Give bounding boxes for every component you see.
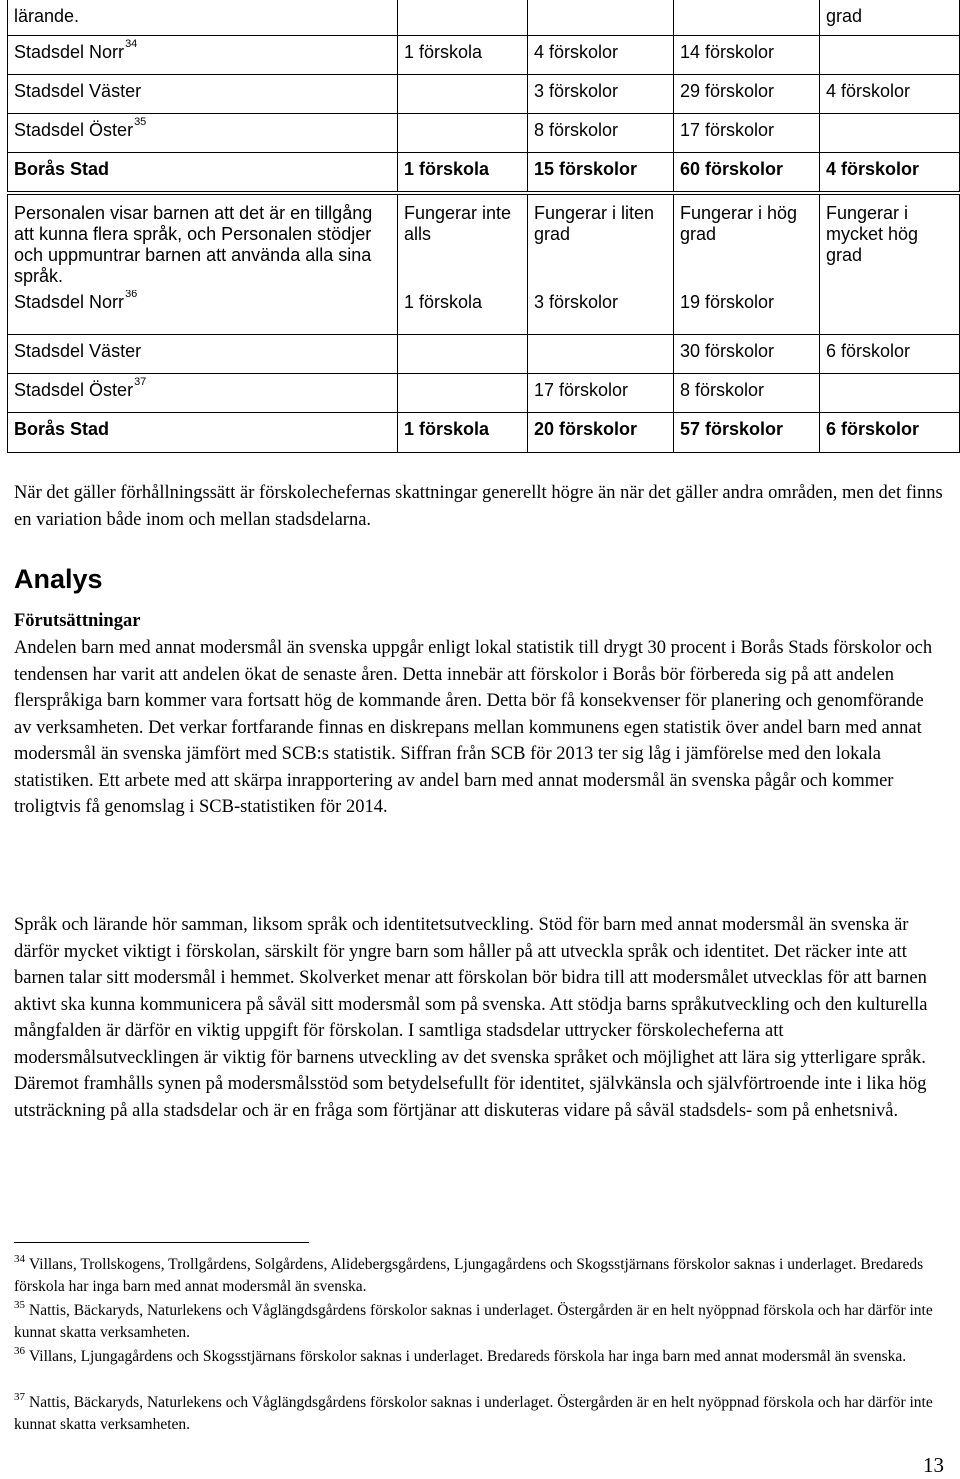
- row-label: Borås Stad: [8, 413, 398, 453]
- cell: 20 förskolor: [528, 413, 674, 453]
- column-header: Fungerar inte alls: [398, 195, 528, 290]
- footnote: [14, 1254, 944, 1298]
- paragraph-1: Andelen barn med annat modersmål än svenska uppgår enligt lokal statistik till drygt 30 procent i Borås Stads förskolor och tendensen har varit att andelen ökat de senaste åren. Detta innebär att förskolor i Borås bör förbereda sig på att andelen flerspråkiga barn kommer vara fortsatt hög de kommande åren. Detta bör få konsekvenser för planering och genomförande av verksamheten. Det verkar fortfarande finnas en diskrepans mellan kommunens egen statistik över andel barn med annat modersmål än svenska jämfört med SCB:s statistik. Siffran från SCB för 2013 ter sig låg i jämförelse med den lokala statistiken. Ett arbete med att skärpa inrapportering av andel barn med annat modersmål än svenska pågår och kommer troligtvis få genomslag i SCB-statistiken för 2014.: [14, 638, 933, 817]
- cell: 30 förskolor: [674, 335, 820, 374]
- footnote-text: Villans, Ljungagårdens och Skogsstjärnans förskolor saknas i underlaget. Bredareds förskola har inga barn med annat modersmål än svenska.: [29, 1348, 907, 1365]
- cell: [398, 74, 528, 113]
- row-label: Borås Stad: [8, 152, 398, 191]
- cell: [820, 290, 960, 335]
- cell: [820, 35, 960, 74]
- cell: 4 förskolor: [820, 74, 960, 113]
- cell: 1 förskola: [398, 152, 528, 191]
- footnote-text: Nattis, Bäckaryds, Naturlekens och Våglängdsgårdens förskolor saknas i underlaget. Östergården är en helt nyöppnad förskola och har därför inte kunnat skatta verksamheten.: [14, 1394, 933, 1433]
- cell: [398, 335, 528, 374]
- cell: 15 förskolor: [528, 152, 674, 191]
- cell: [398, 113, 528, 152]
- table1-question-fragment: lärande.: [8, 0, 398, 35]
- column-header: Fungerar i liten grad: [528, 195, 674, 290]
- subheading: Förutsättningar: [14, 611, 141, 631]
- cell: [398, 374, 528, 413]
- footnote-ref: 34: [125, 37, 138, 50]
- row-label: Stadsdel Norr: [14, 41, 125, 62]
- cell: 8 förskolor: [528, 113, 674, 152]
- cell: 1 förskola: [398, 35, 528, 74]
- cell: 60 förskolor: [674, 152, 820, 191]
- footnote-number: 35: [14, 1299, 25, 1311]
- page-number: 13: [923, 1453, 944, 1477]
- row-label: Stadsdel Norr: [14, 291, 125, 312]
- cell: 8 förskolor: [674, 374, 820, 413]
- table1-header-last: grad: [820, 0, 960, 35]
- table-row: [8, 35, 960, 74]
- row-label: Stadsdel Öster: [14, 380, 134, 400]
- cell: 3 förskolor: [528, 290, 674, 335]
- table-row: [8, 74, 960, 113]
- footnote-number: 34: [14, 1253, 25, 1265]
- cell: [820, 374, 960, 413]
- results-table-2: [7, 194, 960, 453]
- footnote: [14, 1392, 944, 1436]
- footnote-number: 36: [14, 1345, 25, 1357]
- cell: [528, 335, 674, 374]
- table-row-total: [8, 413, 960, 453]
- cell: 57 förskolor: [674, 413, 820, 453]
- cell: [820, 113, 960, 152]
- section-heading: Analys: [14, 564, 103, 594]
- table-row: [8, 374, 960, 413]
- table2-question: Personalen visar barnen att det är en tillgång att kunna flera språk, och Personalen stödjer och uppmuntrar barnen att använda alla sina språk.: [8, 195, 398, 290]
- cell: 6 förskolor: [820, 413, 960, 453]
- cell: 14 förskolor: [674, 35, 820, 74]
- cell: 6 förskolor: [820, 335, 960, 374]
- footnote-ref: 35: [134, 115, 147, 128]
- table-row: [8, 335, 960, 374]
- table1-header-row: [8, 0, 960, 35]
- cell: 1 förskola: [398, 290, 528, 335]
- cell: 17 förskolor: [674, 113, 820, 152]
- footnote-text: Nattis, Bäckaryds, Naturlekens och Våglängdsgårdens förskolor saknas i underlaget. Östergården är en helt nyöppnad förskola och har därför inte kunnat skatta verksamheten.: [14, 1302, 933, 1341]
- cell: 1 förskola: [398, 413, 528, 453]
- footnote-ref: 37: [134, 376, 147, 388]
- cell: 4 förskolor: [820, 152, 960, 191]
- results-table-1: [7, 0, 960, 192]
- cell: 17 förskolor: [528, 374, 674, 413]
- table-row: [8, 290, 960, 335]
- column-header: Fungerar i mycket hög grad: [820, 195, 960, 290]
- footnote-text: Villans, Trollskogens, Trollgårdens, Solgårdens, Alidebergsgårdens, Ljungagårdens och Skogsstjärnans förskolor saknas i underlaget. Bredareds förskola har inga barn med annat modersmål än svenska.: [14, 1256, 924, 1295]
- footnote-separator: [14, 1242, 309, 1243]
- footnote: [14, 1346, 944, 1368]
- table-row-total: [8, 152, 960, 191]
- cell: 4 förskolor: [528, 35, 674, 74]
- paragraph-2: Språk och lärande hör samman, liksom språk och identitetsutveckling. Stöd för barn med annat modersmål än svenska är därför mycket viktigt i förskolan, särskilt för yngre barn som håller på att utveckla språk och identitet. Det räcker inte att barnen talar sitt modersmål i hemmet. Skolverket menar att förskolan bör bidra till att modersmålet utvecklas för att barnen aktivt ska kunna kommunicera på såväl sitt modersmål som på svenska. Att stödja barns språkutveckling och den kulturella mångfalden är därför en viktig uppgift för förskolan. I samtliga stadsdelar uttrycker förskolecheferna att modersmålsutvecklingen är viktig för barnens utveckling av det svenska språket och möjlighet att lära sig ytterligare språk. Däremot framhålls synen på modersmålsstöd som betydelsefullt för identitet, självkänsla och självförtroende inte i lika hög utsträckning på alla stadsdelar och är en fråga som förtjänar att diskuteras vidare på såväl stadsdels- som på enhetsnivå.: [14, 915, 928, 1121]
- row-label: Stadsdel Väster: [14, 341, 142, 361]
- cell: 29 förskolor: [674, 74, 820, 113]
- row-label: Stadsdel Öster: [14, 119, 134, 140]
- footnote-number: 37: [14, 1391, 25, 1403]
- table2-header-row: [8, 195, 960, 290]
- intro-paragraph: När det gäller förhållningssätt är förskolechefernas skattningar generellt högre än när det gäller andra områden, men det finns en variation både inom och mellan stadsdelarna.: [14, 483, 943, 530]
- table-row: [8, 113, 960, 152]
- footnote: [14, 1300, 944, 1344]
- footnote-ref: 36: [125, 289, 138, 300]
- column-header: Fungerar i hög grad: [674, 195, 820, 290]
- row-label: Stadsdel Väster: [14, 80, 142, 101]
- cell: 19 förskolor: [674, 290, 820, 335]
- cell: 3 förskolor: [528, 74, 674, 113]
